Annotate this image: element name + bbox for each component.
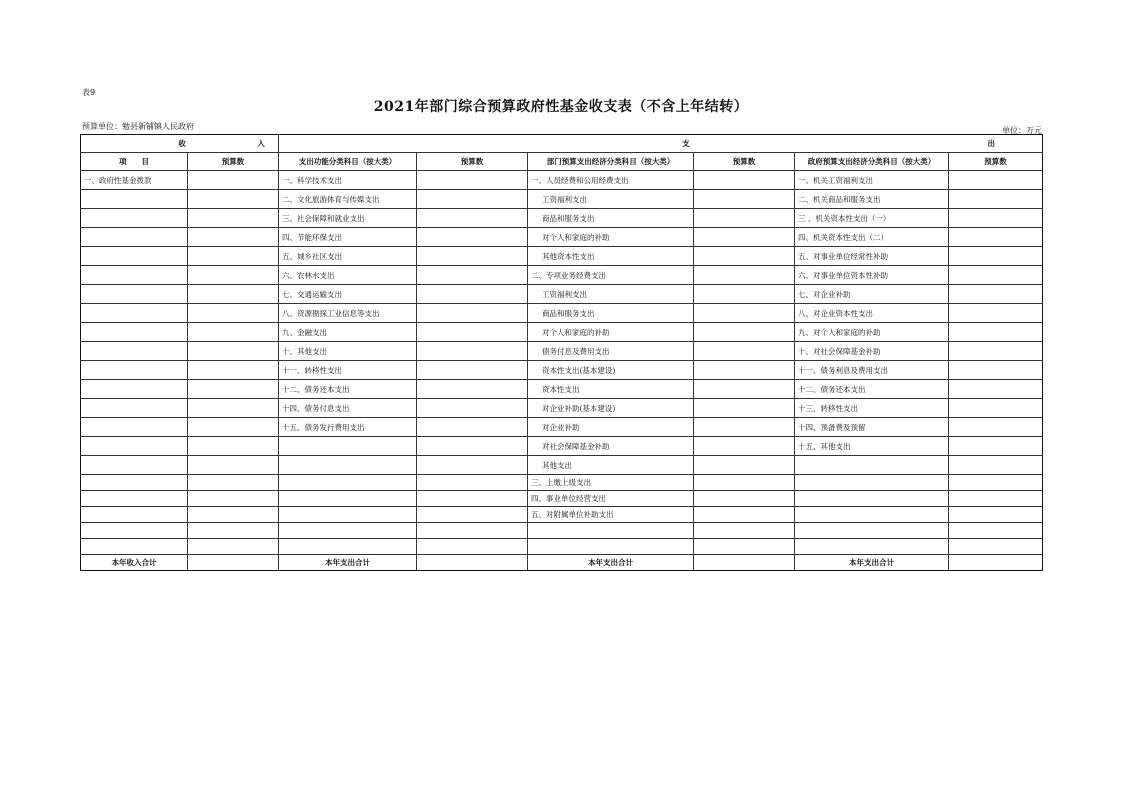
- table-cell: [81, 342, 188, 361]
- table-cell: [417, 491, 528, 507]
- table-cell: 对个人和家庭的补助: [528, 228, 694, 247]
- table-cell: [81, 539, 188, 555]
- table-cell: [188, 304, 279, 323]
- table-cell: [188, 380, 279, 399]
- table-cell: 对社会保障基金补助: [528, 437, 694, 456]
- table-cell: [417, 507, 528, 523]
- income-section-char-1: 收: [178, 139, 186, 148]
- money-unit-label: 单位：万元: [1002, 126, 1042, 135]
- table-cell: [949, 304, 1043, 323]
- column-header: 政府预算支出经济分类科目（按大类）: [795, 153, 949, 171]
- table-cell: [279, 491, 417, 507]
- table-cell: [417, 304, 528, 323]
- table-cell: [949, 380, 1043, 399]
- table-cell: [81, 475, 188, 491]
- table-cell: 对企业补助(基本建设): [528, 399, 694, 418]
- table-cell: [81, 380, 188, 399]
- table-cell: [417, 399, 528, 418]
- table-cell: [694, 456, 795, 475]
- table-row: [81, 507, 1043, 523]
- table-cell: [949, 539, 1043, 555]
- table-cell: 六、对事业单位资本性补助: [795, 266, 949, 285]
- column-header-row: [81, 153, 1043, 171]
- table-cell: [528, 523, 694, 539]
- table-cell: [949, 266, 1043, 285]
- table-cell: 七、交通运输支出: [279, 285, 417, 304]
- table-cell: [81, 285, 188, 304]
- table-row: [81, 418, 1043, 437]
- table-cell: [795, 523, 949, 539]
- table-cell: [417, 247, 528, 266]
- table-cell: [417, 190, 528, 209]
- total-cell: 本年支出合计: [528, 555, 694, 571]
- table-cell: [694, 437, 795, 456]
- table-cell: 十四、债务付息支出: [279, 399, 417, 418]
- table-cell: 四、机关资本性支出（二）: [795, 228, 949, 247]
- table-cell: 四、事业单位经营支出: [528, 491, 694, 507]
- table-cell: 其他支出: [528, 456, 694, 475]
- column-header: 支出功能分类科目（按大类）: [279, 153, 417, 171]
- table-cell: [949, 228, 1043, 247]
- table-cell: 六、农林水支出: [279, 266, 417, 285]
- table-row: [81, 523, 1043, 539]
- table-cell: 对企业补助: [528, 418, 694, 437]
- table-cell: [188, 475, 279, 491]
- table-cell: [188, 539, 279, 555]
- table-row: [81, 491, 1043, 507]
- table-cell: [81, 399, 188, 418]
- section-header-row: [81, 135, 1043, 153]
- table-cell: [694, 285, 795, 304]
- table-cell: [188, 399, 279, 418]
- table-cell: [417, 228, 528, 247]
- table-cell: 十四、预备费及预留: [795, 418, 949, 437]
- table-cell: 八、对企业资本性支出: [795, 304, 949, 323]
- table-cell: 三、上缴上级支出: [528, 475, 694, 491]
- table-cell: [417, 285, 528, 304]
- table-cell: 债务付息及费用支出: [528, 342, 694, 361]
- table-cell: [81, 266, 188, 285]
- table-cell: 十二、债务还本支出: [795, 380, 949, 399]
- table-cell: [188, 437, 279, 456]
- column-header: 部门预算支出经济分类科目（按大类）: [528, 153, 694, 171]
- table-row: [81, 304, 1043, 323]
- table-row: [81, 380, 1043, 399]
- total-cell: 本年支出合计: [279, 555, 417, 571]
- table-cell: 九、对个人和家庭的补助: [795, 323, 949, 342]
- column-header: 预算数: [949, 153, 1043, 171]
- table-cell: [417, 323, 528, 342]
- table-cell: [279, 456, 417, 475]
- table-cell: 十一、债务利息及费用支出: [795, 361, 949, 380]
- expense-section-char-2: 出: [987, 139, 995, 148]
- table-cell: [694, 361, 795, 380]
- table-cell: [188, 456, 279, 475]
- table-cell: [417, 171, 528, 190]
- table-cell: [795, 507, 949, 523]
- table-cell: [188, 247, 279, 266]
- table-cell: [694, 418, 795, 437]
- table-cell: 二、专项业务经费支出: [528, 266, 694, 285]
- table-cell: [949, 523, 1043, 539]
- table-cell: [417, 380, 528, 399]
- table-cell: [949, 475, 1043, 491]
- table-cell: [188, 323, 279, 342]
- table-cell: 一、人员经费和公用经费支出: [528, 171, 694, 190]
- table-cell: [417, 342, 528, 361]
- table-cell: [949, 342, 1043, 361]
- table-cell: [81, 523, 188, 539]
- table-row: [81, 342, 1043, 361]
- table-cell: [694, 228, 795, 247]
- table-cell: 十、其他支出: [279, 342, 417, 361]
- table-cell: [949, 399, 1043, 418]
- table-cell: [694, 247, 795, 266]
- table-cell: [694, 190, 795, 209]
- table-cell: [694, 507, 795, 523]
- table-row: [81, 266, 1043, 285]
- table-cell: [188, 418, 279, 437]
- table-cell: 七、对企业补助: [795, 285, 949, 304]
- table-row: [81, 285, 1043, 304]
- table-row: [81, 437, 1043, 456]
- table-cell: [417, 437, 528, 456]
- table-cell: [188, 523, 279, 539]
- table-cell: 其他资本性支出: [528, 247, 694, 266]
- table-cell: [279, 475, 417, 491]
- table-cell: [949, 491, 1043, 507]
- table-cell: 商品和服务支出: [528, 209, 694, 228]
- table-cell: [417, 418, 528, 437]
- table-cell: [81, 228, 188, 247]
- table-cell: [81, 418, 188, 437]
- table-cell: 五、对事业单位经常性补助: [795, 247, 949, 266]
- table-cell: 十一、转移性支出: [279, 361, 417, 380]
- total-cell: [417, 555, 528, 571]
- table-cell: [81, 323, 188, 342]
- table-cell: [188, 190, 279, 209]
- table-cell: 一、政府性基金拨款: [81, 171, 188, 190]
- table-cell: [949, 171, 1043, 190]
- table-cell: [694, 539, 795, 555]
- table-number-label: 表9: [82, 88, 96, 97]
- table-cell: [188, 491, 279, 507]
- table-cell: [81, 456, 188, 475]
- total-cell: 本年支出合计: [795, 555, 949, 571]
- table-cell: [694, 171, 795, 190]
- table-cell: [694, 523, 795, 539]
- table-cell: 一、机关工资福利支出: [795, 171, 949, 190]
- table-row: [81, 171, 1043, 190]
- table-cell: [694, 491, 795, 507]
- table-row: [81, 247, 1043, 266]
- table-cell: [949, 285, 1043, 304]
- column-header: 预算数: [417, 153, 528, 171]
- table-cell: 十三、转移性支出: [795, 399, 949, 418]
- table-cell: 五、对附属单位补助支出: [528, 507, 694, 523]
- table-cell: [81, 304, 188, 323]
- table-cell: [188, 285, 279, 304]
- table-cell: [188, 361, 279, 380]
- table-cell: [188, 171, 279, 190]
- table-cell: [81, 437, 188, 456]
- table-cell: 十二、债务还本支出: [279, 380, 417, 399]
- total-cell: [188, 555, 279, 571]
- table-cell: 三 、机关资本性支出（一）: [795, 209, 949, 228]
- table-row: [81, 475, 1043, 491]
- table-cell: 工资福利支出: [528, 285, 694, 304]
- table-cell: 二、文化旅游体育与传媒支出: [279, 190, 417, 209]
- table-cell: [528, 539, 694, 555]
- table-cell: [417, 456, 528, 475]
- column-header: 项 目: [81, 153, 188, 171]
- table-cell: [279, 539, 417, 555]
- table-cell: 资本性支出: [528, 380, 694, 399]
- table-cell: [694, 475, 795, 491]
- table-cell: [949, 456, 1043, 475]
- table-cell: [81, 209, 188, 228]
- table-cell: [949, 418, 1043, 437]
- table-cell: [694, 399, 795, 418]
- table-cell: [188, 342, 279, 361]
- budget-unit-label: 预算单位：勉县新铺镇人民政府: [82, 122, 194, 131]
- table-cell: [694, 266, 795, 285]
- totals-row: [81, 555, 1043, 571]
- table-row: [81, 228, 1043, 247]
- income-section-header: [81, 135, 279, 153]
- table-cell: [795, 491, 949, 507]
- table-cell: 十、对社会保障基金补助: [795, 342, 949, 361]
- table-cell: [949, 247, 1043, 266]
- table-cell: [81, 247, 188, 266]
- table-cell: [417, 266, 528, 285]
- table-cell: [81, 190, 188, 209]
- table-cell: 五、城乡社区支出: [279, 247, 417, 266]
- table-cell: [949, 361, 1043, 380]
- table-cell: [81, 361, 188, 380]
- table-cell: [188, 507, 279, 523]
- table-cell: [694, 380, 795, 399]
- table-cell: [81, 491, 188, 507]
- table-cell: [417, 539, 528, 555]
- table-row: [81, 399, 1043, 418]
- table-row: [81, 323, 1043, 342]
- budget-table: [80, 134, 1043, 571]
- table-cell: [188, 228, 279, 247]
- table-cell: [795, 539, 949, 555]
- table-cell: [81, 507, 188, 523]
- table-row: [81, 361, 1043, 380]
- table-cell: 九、金融支出: [279, 323, 417, 342]
- column-header: 预算数: [188, 153, 279, 171]
- table-cell: [694, 304, 795, 323]
- table-cell: 十五、其他支出: [795, 437, 949, 456]
- table-cell: [795, 456, 949, 475]
- table-cell: 商品和服务支出: [528, 304, 694, 323]
- table-cell: 工资福利支出: [528, 190, 694, 209]
- table-cell: 一、科学技术支出: [279, 171, 417, 190]
- table-cell: [417, 361, 528, 380]
- table-cell: [188, 266, 279, 285]
- table-cell: 四、节能环保支出: [279, 228, 417, 247]
- table-row: [81, 209, 1043, 228]
- table-cell: 十五、债务发行费用支出: [279, 418, 417, 437]
- table-cell: [949, 190, 1043, 209]
- table-cell: 八、资源勘探工业信息等支出: [279, 304, 417, 323]
- page-title: 2021年部门综合预算政府性基金收支表（不含上年结转）: [373, 99, 749, 115]
- table-cell: [279, 523, 417, 539]
- table-cell: [694, 209, 795, 228]
- table-row: [81, 190, 1043, 209]
- column-header: 预算数: [694, 153, 795, 171]
- table-cell: [417, 209, 528, 228]
- table-cell: [949, 209, 1043, 228]
- table-cell: [694, 342, 795, 361]
- table-cell: 对个人和家庭的补助: [528, 323, 694, 342]
- total-cell: 本年收入合计: [81, 555, 188, 571]
- table-cell: 三、社会保障和就业支出: [279, 209, 417, 228]
- income-section-char-2: 入: [257, 139, 265, 148]
- table-cell: [949, 437, 1043, 456]
- table-cell: [949, 507, 1043, 523]
- total-cell: [694, 555, 795, 571]
- expense-section-char-1: 支: [682, 139, 690, 148]
- table-cell: [188, 209, 279, 228]
- table-cell: [279, 507, 417, 523]
- table-cell: [417, 475, 528, 491]
- table-cell: [417, 523, 528, 539]
- table-cell: [279, 437, 417, 456]
- expense-section-header: [279, 135, 1043, 153]
- table-row: [81, 539, 1043, 555]
- table-cell: [694, 323, 795, 342]
- table-cell: [795, 475, 949, 491]
- table-cell: 资本性支出(基本建设): [528, 361, 694, 380]
- table-cell: [949, 323, 1043, 342]
- table-row: [81, 456, 1043, 475]
- table-cell: 二、机关商品和服务支出: [795, 190, 949, 209]
- total-cell: [949, 555, 1043, 571]
